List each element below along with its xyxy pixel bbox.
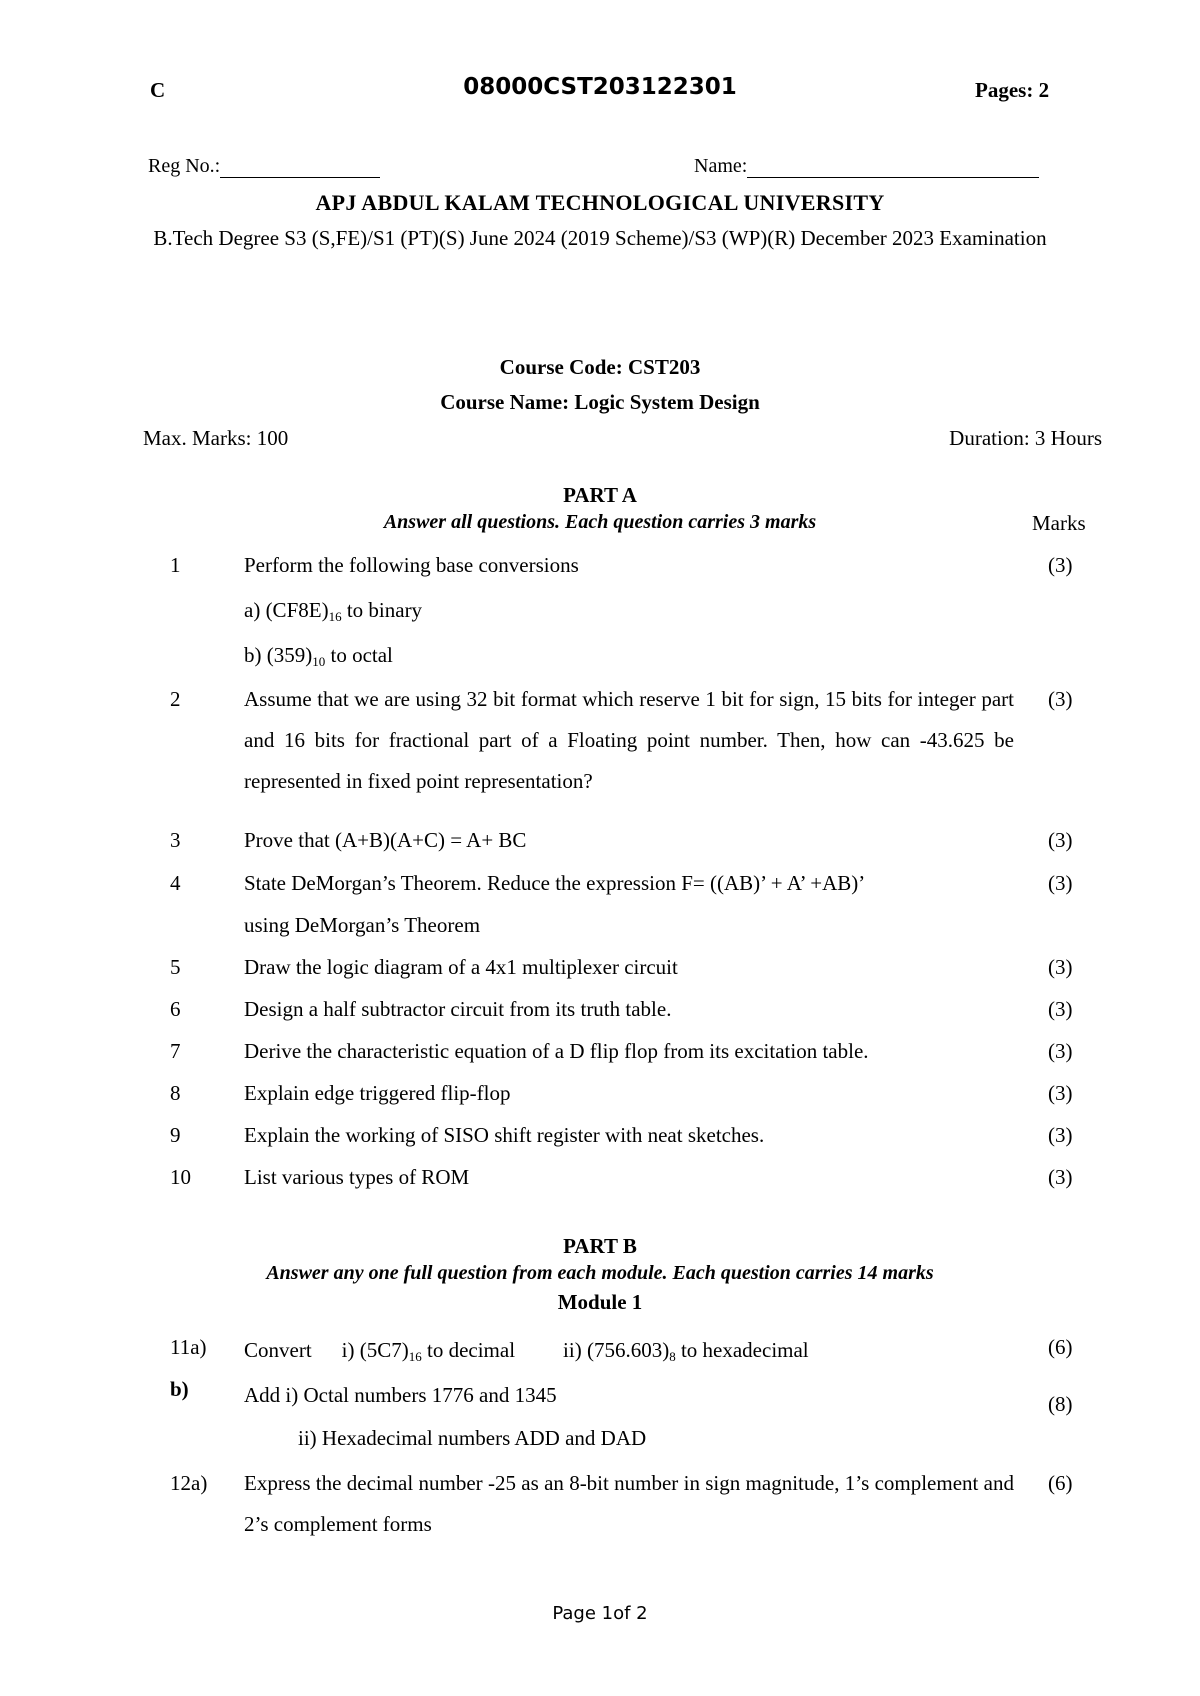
- question-text: Perform the following base conversions: [244, 553, 579, 577]
- question-marks: (3): [1048, 1039, 1073, 1063]
- question-marks: (8): [1048, 1392, 1073, 1416]
- name-line: [747, 159, 1039, 178]
- question-marks: (3): [1048, 871, 1073, 895]
- question-marks: (3): [1048, 828, 1073, 852]
- marks-header: Marks: [1032, 511, 1086, 535]
- question-text-cont: using DeMorgan’s Theorem: [244, 913, 481, 937]
- max-marks: Max. Marks: 100: [143, 426, 289, 450]
- name-field: [694, 155, 1039, 178]
- question-number: 5: [170, 955, 181, 979]
- question-number: 12a): [170, 1471, 208, 1495]
- question-text: Explain the working of SISO shift register with neat sketches.: [244, 1123, 765, 1147]
- part-b-title: PART B: [563, 1234, 637, 1258]
- reg-no-line: [220, 159, 380, 178]
- question-text: Convert i) $(5C7)_{16}$ to decimal ii) $(756.603)_8$ to hexadecimal: [244, 1338, 809, 1364]
- course-name: Course Name: Logic System Design: [440, 390, 760, 414]
- question-text-cont: ii) Hexadecimal numbers ADD and DAD: [298, 1426, 647, 1450]
- reg-no-label: Reg No.:: [148, 155, 221, 177]
- paper-code: 08000CST203122301: [463, 74, 737, 100]
- part-a-instruction: Answer all questions. Each question carries 3 marks: [383, 511, 817, 533]
- reg-no-field: [148, 155, 380, 178]
- question-number: 7: [170, 1039, 181, 1063]
- question-number: 10: [170, 1165, 191, 1189]
- question-subpart: a) $(CF8E)_{16}$ to binary: [244, 598, 423, 624]
- question-number: 2: [170, 687, 181, 711]
- question-marks: (6): [1048, 1471, 1073, 1495]
- question-marks: (3): [1048, 687, 1073, 711]
- question-text: List various types of ROM: [244, 1165, 470, 1189]
- question-number: 4: [170, 871, 181, 895]
- question-text: Add i) Octal numbers 1776 and 1345: [244, 1383, 557, 1407]
- question-text: Derive the characteristic equation of a D flip flop from its excitation table.: [244, 1039, 869, 1063]
- question-marks: (3): [1048, 955, 1073, 979]
- question-number: 1: [170, 553, 181, 577]
- question-marks: (3): [1048, 1081, 1073, 1105]
- question-number: 11a): [170, 1335, 207, 1359]
- page-footer: Page 1of 2: [552, 1603, 648, 1624]
- question-number: 8: [170, 1081, 181, 1105]
- question-number: b): [170, 1377, 189, 1401]
- part-b-instruction: Answer any one full question from each module. Each question carries 14 marks: [266, 1262, 934, 1284]
- question-marks: (3): [1048, 997, 1073, 1021]
- paper-set: C: [150, 78, 166, 102]
- question-marks: (3): [1048, 1165, 1073, 1189]
- question-text: Draw the logic diagram of a 4x1 multiplexer circuit: [244, 955, 678, 979]
- question-text: Assume that we are using 32 bit format which reserve 1 bit for sign, 15 bits for integer part and 16 bits for fractional part of a Floating point number. Then, how can -43.625 be represented in fixed point representation?: [244, 687, 1014, 793]
- question-number: 3: [170, 828, 181, 852]
- question-text: State DeMorgan’s Theorem. Reduce the expression F= ((AB)’ + A’ +AB)’: [244, 871, 866, 895]
- question-text: Explain edge triggered flip-flop: [244, 1081, 511, 1105]
- question-subpart: b) $(359)_{10}$ to octal: [244, 643, 393, 669]
- question-text: Prove that (A+B)(A+C) = A+ BC: [244, 828, 527, 852]
- exam-title: B.Tech Degree S3 (S,FE)/S1 (PT)(S) June 2024 (2019 Scheme)/S3 (WP)(R) December 2023 Examination: [153, 226, 1047, 250]
- duration: Duration: 3 Hours: [949, 426, 1102, 450]
- question-marks: (6): [1048, 1335, 1073, 1359]
- module-title: Module 1: [557, 1290, 643, 1314]
- question-text: Express the decimal number -25 as an 8-bit number in sign magnitude, 1’s complement and 2’s complement forms: [244, 1471, 1014, 1536]
- question-number: 6: [170, 997, 181, 1021]
- page-count: Pages: 2: [975, 78, 1050, 102]
- name-label: Name:: [694, 155, 748, 177]
- university-title: APJ ABDUL KALAM TECHNOLOGICAL UNIVERSITY: [315, 190, 885, 215]
- question-number: 9: [170, 1123, 181, 1147]
- question-marks: (3): [1048, 1123, 1073, 1147]
- course-code: Course Code: CST203: [499, 355, 701, 379]
- question-text: Design a half subtractor circuit from its truth table.: [244, 997, 672, 1021]
- part-a-title: PART A: [563, 483, 637, 507]
- question-marks: (3): [1048, 553, 1073, 577]
